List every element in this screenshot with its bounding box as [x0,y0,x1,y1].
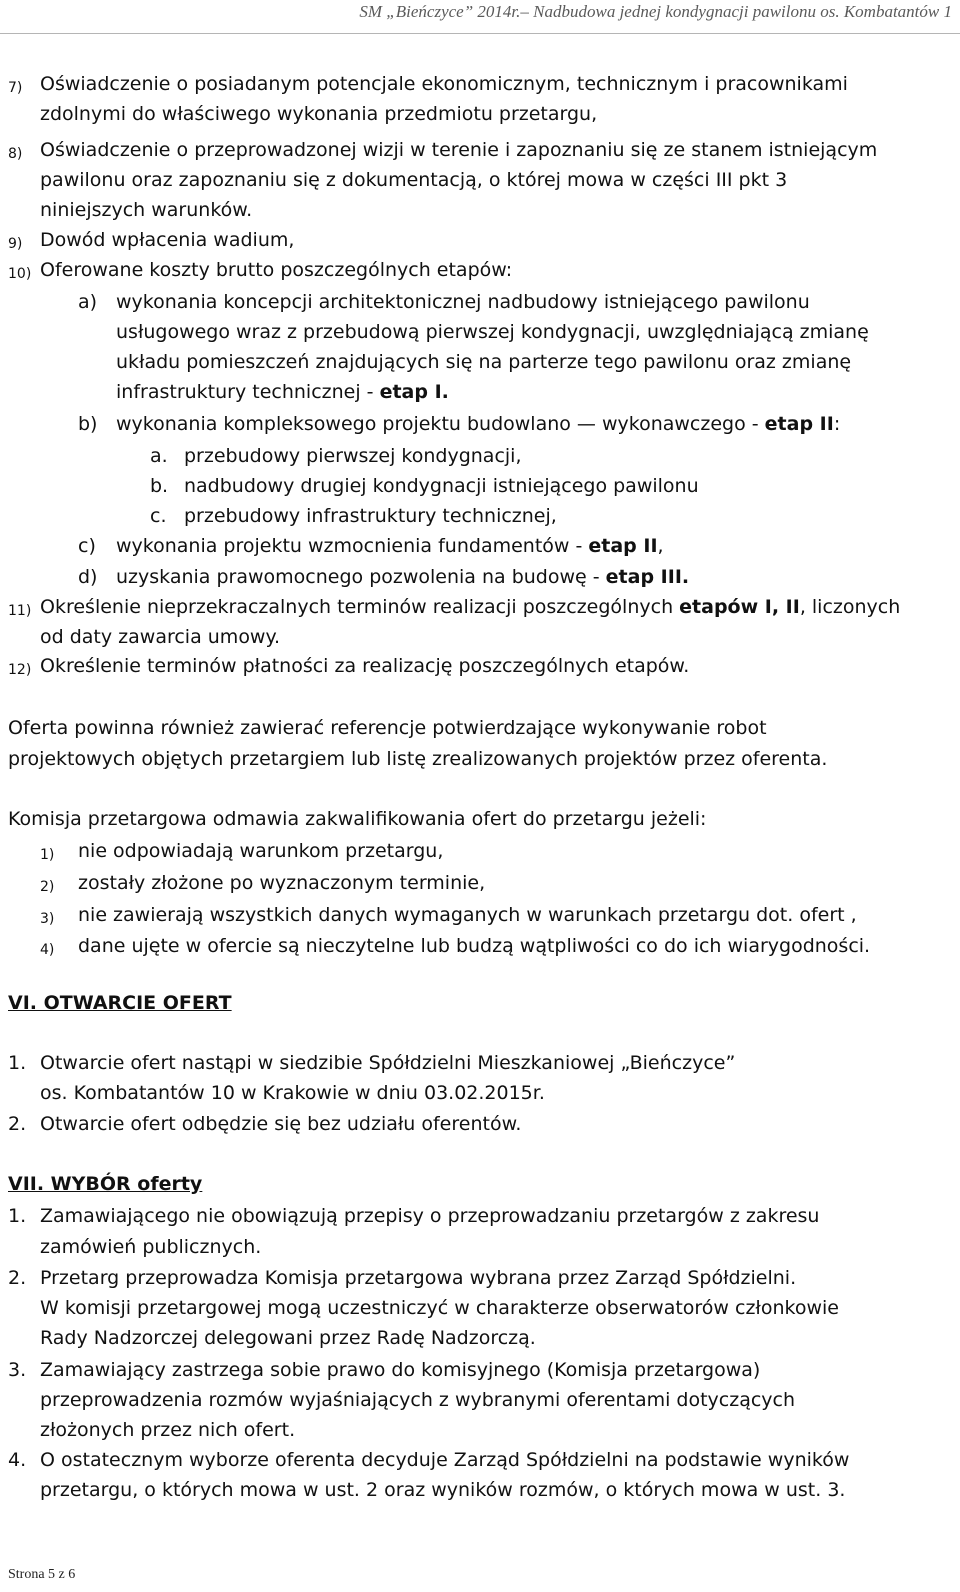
stage-label: etap I. [379,381,449,403]
header-rule [0,33,960,34]
list-item-text: Określenie nieprzekraczalnych terminów realizacji poszczególnych etapów I, II, liczonych [40,596,901,618]
list-number: 1. [8,1052,27,1074]
list-item-text: niniejszych warunków. [40,199,253,221]
sublist-text: infrastruktury technicznej - etap I. [116,381,449,403]
list-item-text: Przetarg przeprowadza Komisja przetargowa wybrana przez Zarząd Spółdzielni. [40,1267,797,1289]
list-item-text: pawilonu oraz zapoznaniu się z dokumentacją, o której mowa w części III pkt 3 [40,169,788,191]
list-number: 4) [40,942,55,958]
paragraph-intro: Komisja przetargowa odmawia zakwalifikowania ofert do przetargu jeżeli: [8,808,707,830]
list-item-text: Oświadczenie o posiadanym potencjale ekonomicznym, technicznym i pracownikami [40,73,848,95]
sublist-label: b) [78,413,98,435]
list-item-text: zostały złożone po wyznaczonym terminie, [78,872,486,894]
list-number: 8) [8,146,23,162]
list-item-text: Dowód wpłacenia wadium, [40,229,295,251]
list-item-text: Otwarcie ofert nastąpi w siedzibie Spółdzielni Mieszkaniowej „Bieńczyce” [40,1052,736,1074]
sub-sublist-text: przebudowy infrastruktury technicznej, [184,505,557,527]
list-item-text: przeprowadzenia rozmów wyjaśniających z wybranymi oferentami dotyczących [40,1389,796,1411]
sub-sublist-text: przebudowy pierwszej kondygnacji, [184,445,522,467]
list-number: 2. [8,1267,27,1289]
list-item-text: Zamawiającego nie obowiązują przepisy o przeprowadzaniu przetargów z zakresu [40,1205,820,1227]
sub-sublist-label: b. [150,475,169,497]
list-number: 1) [40,847,55,863]
sublist-text: wykonania koncepcji architektonicznej nadbudowy istniejącego pawilonu [116,291,810,313]
list-number: 12) [8,662,32,678]
list-item-text: Zamawiający zastrzega sobie prawo do komisyjnego (Komisja przetargowa) [40,1359,761,1381]
list-number: 2) [40,879,55,895]
list-number: 2. [8,1113,27,1135]
list-number: 9) [8,236,23,252]
list-item-text: nie odpowiadają warunkom przetargu, [78,840,444,862]
list-item-text: os. Kombatantów 10 w Krakowie w dniu 03.02.2015r. [40,1082,545,1104]
page-number: Strona 5 z 6 [8,1567,76,1582]
sublist-text: wykonania kompleksowego projektu budowlano — wykonawczego - etap II: [116,413,841,435]
paragraph-line: projektowych objętych przetargiem lub listę zrealizowanych projektów przez oferenta. [8,748,828,770]
sublist-label: c) [78,535,96,557]
list-item-text: Rady Nadzorczej delegowani przez Radę Nadzorczą. [40,1327,536,1349]
list-number: 11) [8,603,32,619]
list-number: 10) [8,266,32,282]
sub-sublist-label: a. [150,445,168,467]
list-number: 7) [8,80,23,96]
list-item-text: przetargu, o których mowa w ust. 2 oraz wyników rozmów, o których mowa w ust. 3. [40,1479,846,1501]
stage-label: etap III. [605,566,690,588]
running-header: SM „Bieńczyce” 2014r.– Nadbudowa jednej kondygnacji pawilonu os. Kombatantów 1 [359,2,952,21]
list-item-text: W komisji przetargowej mogą uczestniczyć w charakterze obserwatorów członkowie [40,1297,839,1319]
stage-label: etapów I, II [679,596,800,618]
sublist-text: układu pomieszczeń znajdujących się na parterze tego pawilonu oraz zmianę [116,351,852,373]
stage-label: etap II [588,535,658,557]
list-item-text: O ostatecznym wyborze oferenta decyduje Zarząd Spółdzielni na podstawie wyników [40,1449,850,1471]
list-item-text: dane ujęte w ofercie są nieczytelne lub budzą wątpliwości co do ich wiarygodności. [78,935,871,957]
section-heading: VI. OTWARCIE OFERT [8,992,232,1014]
sublist-label: a) [78,291,98,313]
stage-label: etap II [764,413,834,435]
list-item-text: Otwarcie ofert odbędzie się bez udziału oferentów. [40,1113,522,1135]
list-item-text: Określenie terminów płatności za realizację poszczególnych etapów. [40,655,690,677]
sub-sublist-label: c. [150,505,167,527]
sublist-text: uzyskania prawomocnego pozwolenia na budowę - etap III. [116,566,690,588]
sub-sublist-text: nadbudowy drugiej kondygnacji istniejącego pawilonu [184,475,699,497]
list-item-text: zdolnymi do właściwego wykonania przedmiotu przetargu, [40,103,598,125]
list-number: 1. [8,1205,27,1227]
section-heading: VII. WYBÓR oferty [8,1173,203,1195]
list-number: 3. [8,1359,27,1381]
list-item-text: Oferowane koszty brutto poszczególnych etapów: [40,259,513,281]
list-item-text: złożonych przez nich ofert. [40,1419,296,1441]
list-item-text: Oświadczenie o przeprowadzonej wizji w terenie i zapoznaniu się ze stanem istniejącym [40,139,878,161]
list-item-text: nie zawierają wszystkich danych wymaganych w warunkach przetargu dot. ofert , [78,904,857,926]
list-number: 4. [8,1449,27,1471]
list-item-text: zamówień publicznych. [40,1236,262,1258]
sublist-label: d) [78,566,98,588]
paragraph-line: Oferta powinna również zawierać referencje potwierdzające wykonywanie robot [8,717,767,739]
sublist-text: wykonania projektu wzmocnienia fundamentów - etap II, [116,535,664,557]
list-item-text: od daty zawarcia umowy. [40,626,281,648]
sublist-text: usługowego wraz z przebudową pierwszej kondygnacji, uwzględniającą zmianę [116,321,869,343]
list-number: 3) [40,911,55,927]
